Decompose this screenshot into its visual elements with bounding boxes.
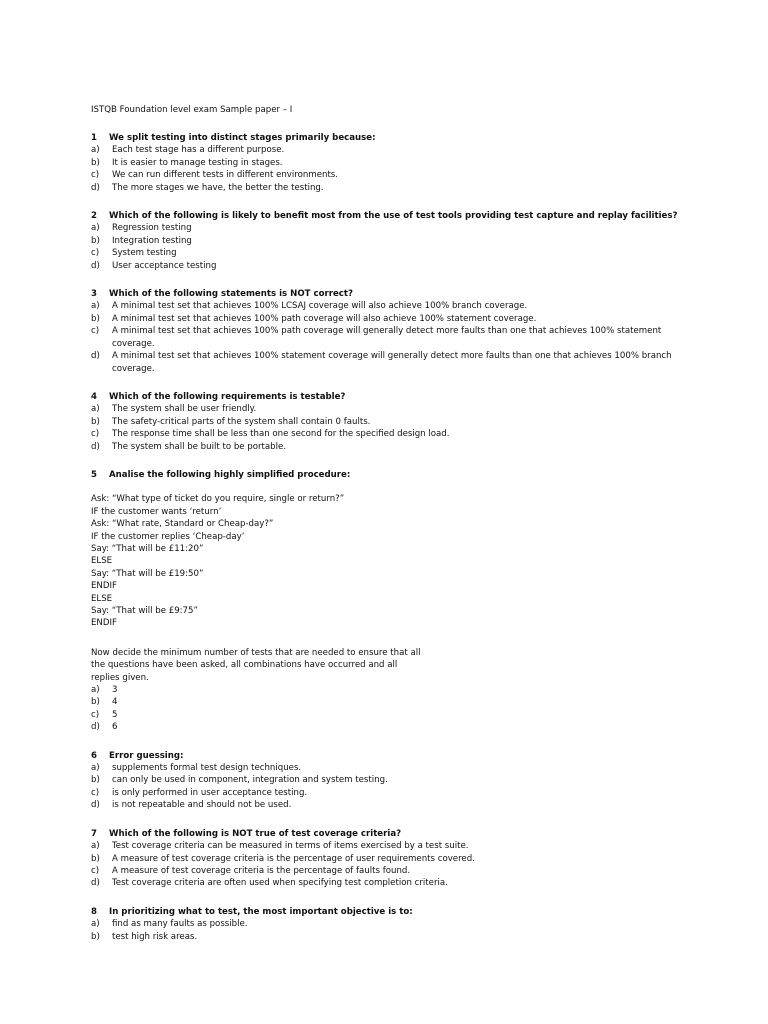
option-text: It is easier to manage testing in stages. bbox=[112, 157, 283, 168]
procedure-line: IF the customer wants ‘return’ bbox=[91, 506, 222, 517]
question-text: Which of the following statements is NOT correct? bbox=[109, 289, 353, 300]
option-letter: c) bbox=[91, 709, 100, 720]
option-text: Integration testing bbox=[112, 235, 192, 246]
question-number: 2 bbox=[91, 211, 97, 222]
question-heading bbox=[91, 828, 691, 840]
option-text: The more stages we have, the better the testing. bbox=[112, 182, 324, 193]
option-text: 3 bbox=[112, 685, 118, 696]
option-letter: a) bbox=[91, 145, 100, 156]
option-text: supplements formal test design techniques. bbox=[112, 763, 302, 774]
question-number: 6 bbox=[91, 750, 97, 761]
question-number: 8 bbox=[91, 906, 97, 917]
answer-option bbox=[91, 313, 691, 325]
option-text: Test coverage criteria can be measured in terms of items exercised by a test suite. bbox=[112, 841, 469, 852]
option-text: A minimal test set that achieves 100% path coverage will generally detect more faults than one that achieves 100% statement coverage. bbox=[112, 326, 662, 349]
answer-option bbox=[91, 350, 691, 375]
question-4 bbox=[91, 391, 691, 453]
option-letter: a) bbox=[91, 223, 100, 234]
answer-option bbox=[91, 840, 691, 852]
option-letter: b) bbox=[91, 416, 100, 427]
answer-option bbox=[91, 325, 691, 350]
answer-option bbox=[91, 235, 691, 247]
option-text: test high risk areas. bbox=[112, 931, 198, 942]
procedure-line: ELSE bbox=[91, 556, 113, 567]
question-7 bbox=[91, 828, 691, 890]
followup-paragraph: Now decide the minimum number of tests that are needed to ensure that all the questions have been asked, all combinations have occurred and all replies given. bbox=[91, 647, 421, 683]
question-number: 5 bbox=[91, 469, 97, 480]
answer-option bbox=[91, 931, 691, 943]
procedure-line: ENDIF bbox=[91, 618, 117, 629]
answer-option bbox=[91, 416, 691, 428]
option-text: The system shall be user friendly. bbox=[112, 404, 257, 415]
option-text: Test coverage criteria are often used when specifying test completion criteria. bbox=[112, 878, 448, 889]
question-number: 4 bbox=[91, 391, 97, 402]
question-text: Which of the following requirements is testable? bbox=[109, 391, 346, 402]
option-text: Each test stage has a different purpose. bbox=[112, 145, 285, 156]
option-letter: d) bbox=[91, 351, 100, 362]
question-list bbox=[91, 132, 691, 943]
option-text: A minimal test set that achieves 100% LCSAJ coverage will also achieve 100% branch coverage. bbox=[112, 301, 528, 312]
question-heading bbox=[91, 469, 691, 481]
question-text: Error guessing: bbox=[109, 750, 184, 761]
option-letter: c) bbox=[91, 248, 100, 259]
question-8 bbox=[91, 906, 691, 943]
answer-option bbox=[91, 169, 691, 181]
option-text: A measure of test coverage criteria is the percentage of user requirements covered. bbox=[112, 853, 475, 864]
procedure-line: Ask: “What type of ticket do you require, single or return?” bbox=[91, 494, 345, 505]
option-letter: b) bbox=[91, 235, 100, 246]
question-number: 7 bbox=[91, 828, 97, 839]
option-text: A minimal test set that achieves 100% path coverage will also achieve 100% statement coverage. bbox=[112, 313, 537, 324]
answer-option bbox=[91, 696, 691, 708]
answer-option bbox=[91, 441, 691, 453]
answer-option bbox=[91, 721, 691, 733]
option-letter: b) bbox=[91, 697, 100, 708]
question-heading bbox=[91, 288, 691, 300]
option-letter: d) bbox=[91, 800, 100, 811]
option-letter: b) bbox=[91, 775, 100, 786]
option-letter: d) bbox=[91, 260, 100, 271]
answer-option bbox=[91, 762, 691, 774]
question-3 bbox=[91, 288, 691, 375]
question-heading bbox=[91, 132, 691, 144]
option-letter: a) bbox=[91, 301, 100, 312]
option-letter: b) bbox=[91, 931, 100, 942]
option-text: The response time shall be less than one second for the specified design load. bbox=[112, 429, 450, 440]
question-2 bbox=[91, 210, 691, 272]
answer-option bbox=[91, 247, 691, 259]
answer-option bbox=[91, 709, 691, 721]
document-page bbox=[91, 104, 691, 943]
answer-option bbox=[91, 787, 691, 799]
answer-option bbox=[91, 877, 691, 889]
option-text: 4 bbox=[112, 697, 118, 708]
answer-option bbox=[91, 157, 691, 169]
answer-option bbox=[91, 182, 691, 194]
option-text: 6 bbox=[112, 722, 118, 733]
option-text: is not repeatable and should not be used. bbox=[112, 800, 292, 811]
answer-option bbox=[91, 918, 691, 930]
option-letter: c) bbox=[91, 326, 100, 337]
question-5 bbox=[91, 469, 691, 734]
procedure-line: ENDIF bbox=[91, 581, 117, 592]
option-text: can only be used in component, integration and system testing. bbox=[112, 775, 388, 786]
option-letter: d) bbox=[91, 182, 100, 193]
procedure-line: IF the customer replies ‘Cheap-day’ bbox=[91, 531, 245, 542]
option-letter: c) bbox=[91, 170, 100, 181]
answer-option bbox=[91, 774, 691, 786]
procedure-block bbox=[91, 493, 691, 629]
question-text: Which of the following is likely to benefit most from the use of test tools providing test capture and replay facilities? bbox=[109, 211, 678, 222]
question-text: We split testing into distinct stages primarily because: bbox=[109, 133, 376, 143]
question-text: Which of the following is NOT true of test coverage criteria? bbox=[109, 828, 402, 839]
option-text: Regression testing bbox=[112, 223, 192, 234]
option-letter: a) bbox=[91, 919, 100, 930]
procedure-line: ELSE bbox=[91, 593, 113, 604]
option-text: We can run different tests in different environments. bbox=[112, 170, 339, 181]
answer-option bbox=[91, 222, 691, 234]
question-number: 3 bbox=[91, 289, 97, 300]
option-letter: c) bbox=[91, 787, 100, 798]
option-letter: a) bbox=[91, 404, 100, 415]
question-heading bbox=[91, 210, 691, 222]
option-letter: d) bbox=[91, 441, 100, 452]
option-text: A minimal test set that achieves 100% statement coverage will generally detect more faults than one that achieves 100% branch coverage. bbox=[112, 351, 672, 374]
answer-option bbox=[91, 865, 691, 877]
answer-option bbox=[91, 684, 691, 696]
option-letter: d) bbox=[91, 722, 100, 733]
option-text: System testing bbox=[112, 248, 177, 259]
answer-option bbox=[91, 853, 691, 865]
option-letter: b) bbox=[91, 313, 100, 324]
option-letter: a) bbox=[91, 763, 100, 774]
option-letter: b) bbox=[91, 157, 100, 168]
option-letter: d) bbox=[91, 878, 100, 889]
option-letter: c) bbox=[91, 429, 100, 440]
option-text: 5 bbox=[112, 709, 118, 720]
question-heading bbox=[91, 906, 691, 918]
option-text: The system shall be built to be portable. bbox=[112, 441, 287, 452]
option-text: A measure of test coverage criteria is the percentage of faults found. bbox=[112, 865, 411, 876]
procedure-line: Say: “That will be £11:20” bbox=[91, 543, 204, 554]
option-text: is only performed in user acceptance testing. bbox=[112, 787, 308, 798]
option-letter: a) bbox=[91, 685, 100, 696]
question-number: 1 bbox=[91, 133, 97, 143]
option-text: User acceptance testing bbox=[112, 260, 217, 271]
answer-option bbox=[91, 799, 691, 811]
option-text: find as many faults as possible. bbox=[112, 919, 248, 930]
question-6 bbox=[91, 750, 691, 812]
question-text: Analise the following highly simplified procedure: bbox=[109, 469, 351, 480]
answer-option bbox=[91, 144, 691, 156]
procedure-line: Ask: “What rate, Standard or Cheap-day?” bbox=[91, 519, 274, 530]
option-text: The safety-critical parts of the system shall contain 0 faults. bbox=[112, 416, 371, 427]
question-heading bbox=[91, 750, 691, 762]
procedure-line: Say: “That will be £19:50” bbox=[91, 568, 204, 579]
procedure-line: Say: “That will be £9:75” bbox=[91, 606, 198, 616]
question-heading bbox=[91, 391, 691, 403]
option-letter: b) bbox=[91, 853, 100, 864]
answer-option bbox=[91, 260, 691, 272]
answer-option bbox=[91, 300, 691, 312]
document-title: ISTQB Foundation level exam Sample paper – I bbox=[91, 105, 293, 115]
question-1 bbox=[91, 132, 691, 194]
question-text: In prioritizing what to test, the most important objective is to: bbox=[109, 906, 413, 917]
answer-option bbox=[91, 403, 691, 415]
option-letter: a) bbox=[91, 841, 100, 852]
option-letter: c) bbox=[91, 865, 100, 876]
answer-option bbox=[91, 428, 691, 440]
